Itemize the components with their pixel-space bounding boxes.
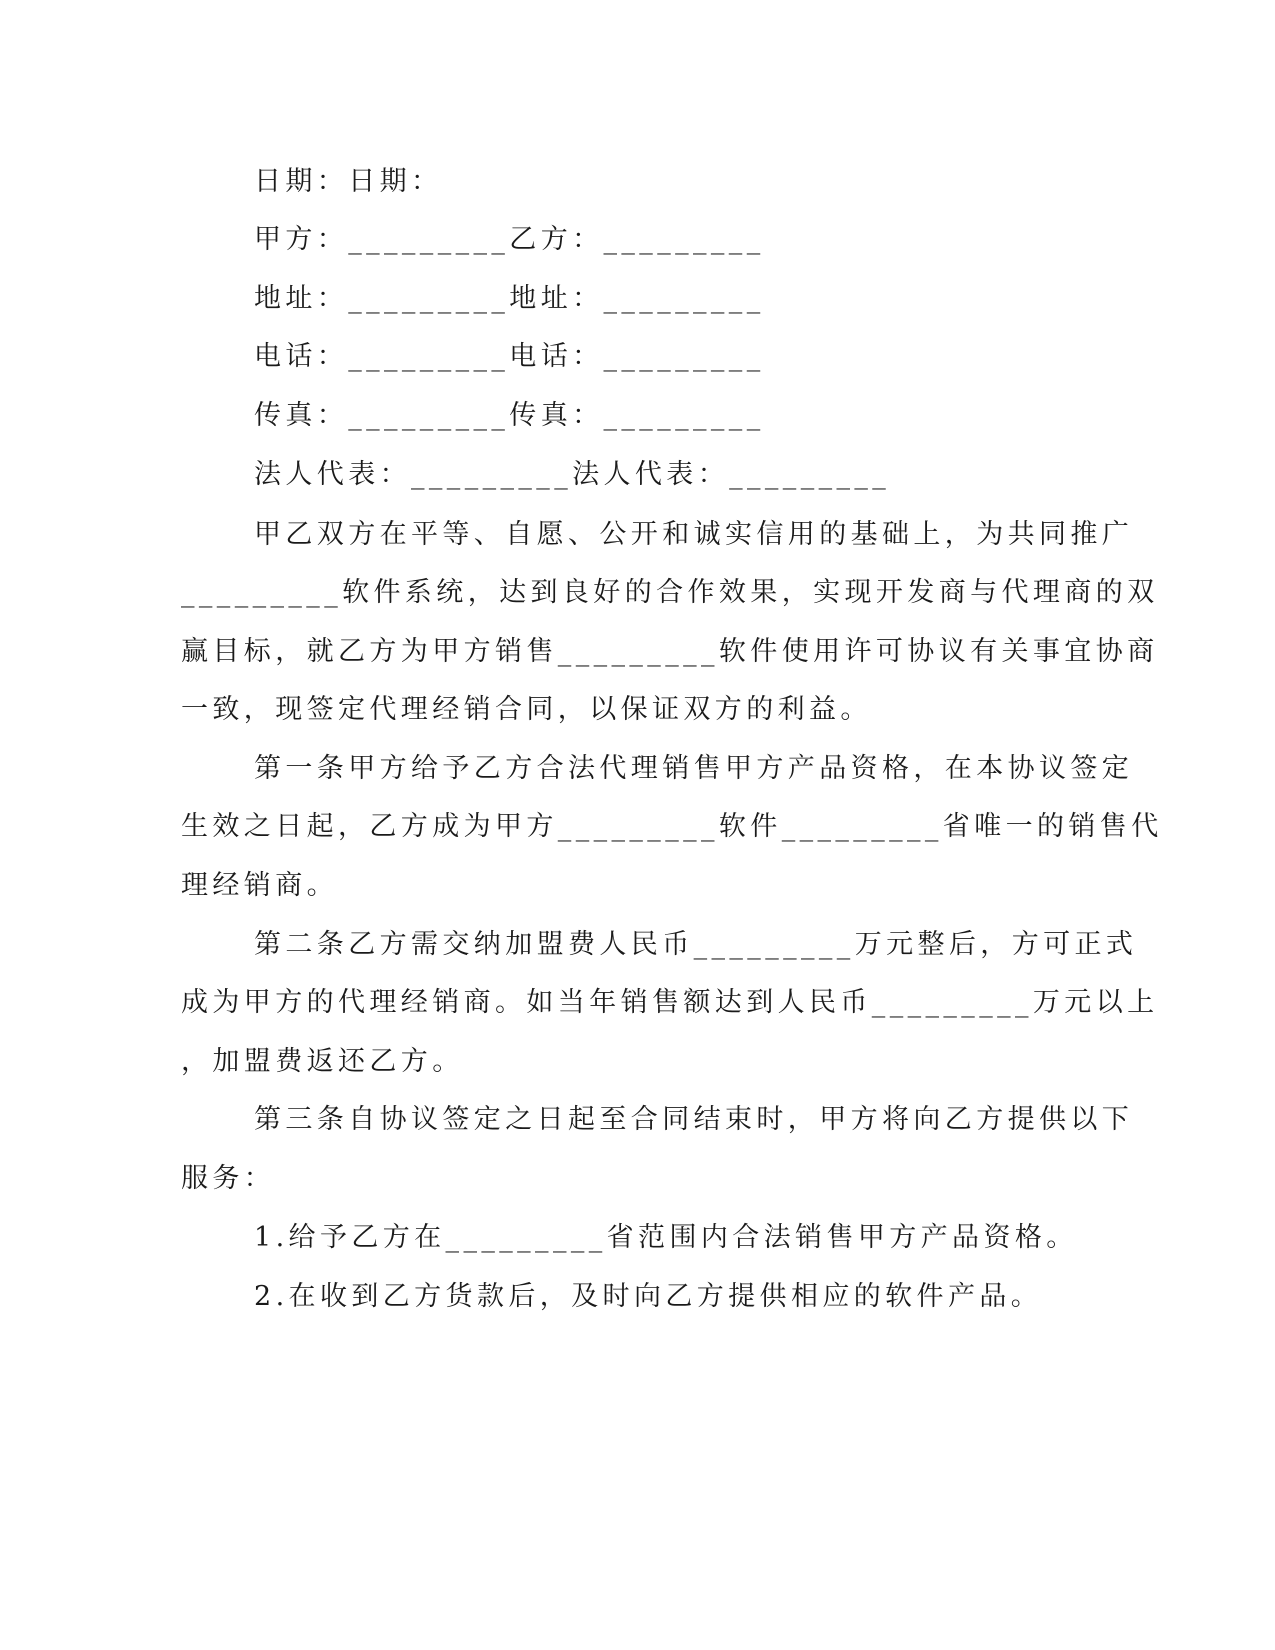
article-1-line-3: 理经销商。 <box>181 870 338 901</box>
preamble-line-3: 赢目标，就乙方为甲方销售_________软件使用许可协议有关事宜协商 <box>181 636 1159 667</box>
fax-line: 传真：_________传真：_________ <box>254 400 765 431</box>
article-3-line-1: 第三条自协议签定之日起至合同结束时，甲方将向乙方提供以下 <box>254 1104 1134 1135</box>
article-2-line-1: 第二条乙方需交纳加盟费人民币_________万元整后，方可正式 <box>254 929 1138 960</box>
article-1-line-2: 生效之日起，乙方成为甲方_________软件_________省唯一的销售代 <box>181 811 1163 842</box>
date-line: 日期：日期： <box>254 166 443 197</box>
article-1-line-1: 第一条甲方给予乙方合法代理销售甲方产品资格，在本协议签定 <box>254 753 1134 784</box>
party-line: 甲方：_________乙方：_________ <box>254 224 765 255</box>
preamble-line-2: _________软件系统，达到良好的合作效果，实现开发商与代理商的双 <box>181 577 1159 608</box>
article-2-line-3: ，加盟费返还乙方。 <box>181 1046 464 1077</box>
address-line: 地址：_________地址：_________ <box>254 283 765 314</box>
phone-line: 电话：_________电话：_________ <box>254 341 765 372</box>
preamble-line-4: 一致，现签定代理经销合同，以保证双方的利益。 <box>181 694 872 725</box>
article-2-line-2: 成为甲方的代理经销商。如当年销售额达到人民币_________万元以上 <box>181 987 1159 1018</box>
service-item-1: 1.给予乙方在_________省范围内合法销售甲方产品资格。 <box>254 1222 1078 1253</box>
service-item-2: 2.在收到乙方货款后，及时向乙方提供相应的软件产品。 <box>254 1281 1043 1312</box>
article-3-line-2: 服务： <box>181 1163 276 1194</box>
legal-rep-line: 法人代表：_________法人代表：_________ <box>254 459 891 490</box>
preamble-line-1: 甲乙双方在平等、自愿、公开和诚实信用的基础上，为共同推广 <box>254 519 1134 550</box>
